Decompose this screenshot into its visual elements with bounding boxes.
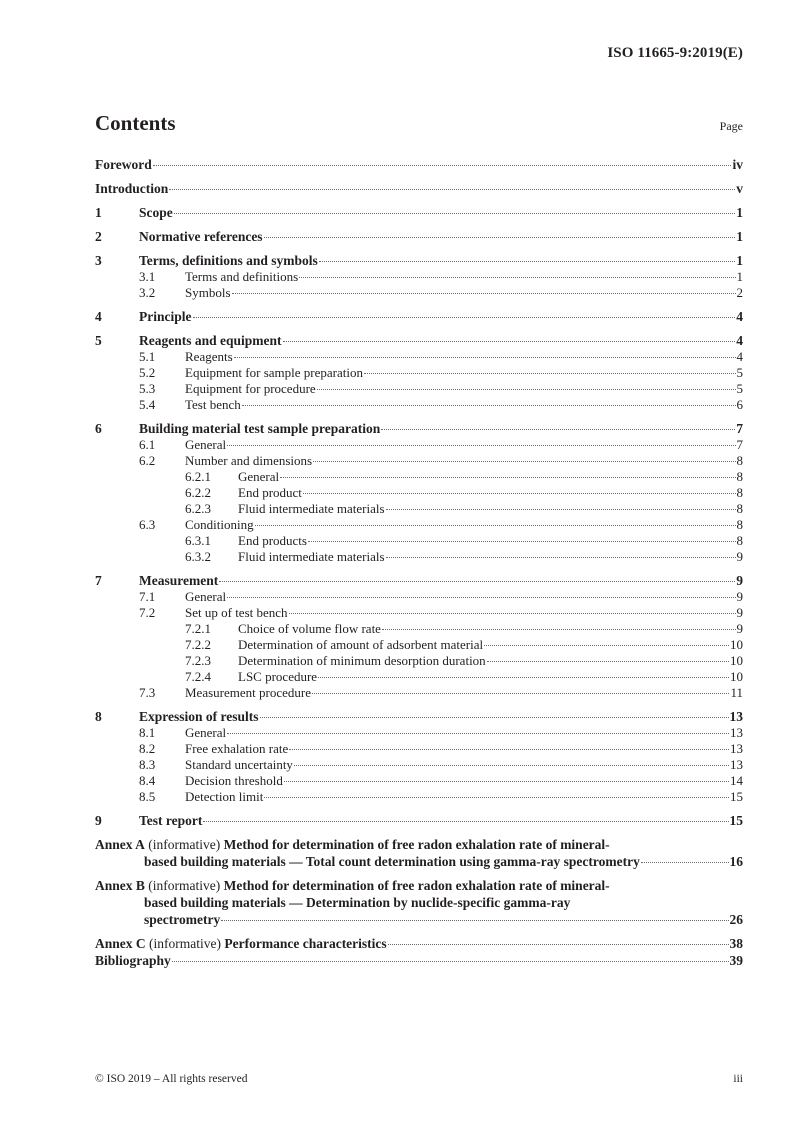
toc-entry-title: Principle [139,309,192,324]
toc-entry-level-2[interactable] [95,285,743,301]
toc-entry-number: 7.2.3 [185,653,211,668]
dot-leader [294,765,729,766]
toc-entry-number: 3.1 [139,269,156,284]
toc-entry-number: 6.2 [139,453,156,468]
toc-entry-level-1[interactable] [95,228,743,245]
annex-title: Performance characteristics [224,936,387,951]
annex-line [95,894,743,911]
dot-leader [284,781,729,782]
toc-entry-page: 1 [736,229,743,244]
toc-entry-page: 9 [736,621,743,636]
toc-entry-title: Choice of volume flow rate [238,621,381,636]
dot-leader [227,733,729,734]
dot-leader [308,541,736,542]
annex-type: (informative) [149,936,221,951]
toc-entry-page: 1 [736,205,743,220]
toc-entry-level-2[interactable] [95,605,743,621]
toc-entry-title: Symbols [185,285,231,300]
toc-entry-number: 6.3.1 [185,533,211,548]
copyright-notice: © ISO 2019 – All rights reserved [95,1073,248,1085]
toc-entry-number: 7.2 [139,605,156,620]
toc-entry-level-2[interactable] [95,685,743,701]
toc-entry-page: v [736,181,743,196]
toc-entry-page: 8 [736,453,743,468]
dot-leader [386,557,736,558]
toc-entry-title: Foreword [95,157,152,172]
toc-entry-title: Reagents [185,349,233,364]
toc-annexes [95,836,743,952]
toc-entry-number: 6.2.1 [185,469,211,484]
toc-entry-title: Number and dimensions [185,453,313,468]
toc-entry-page: 9 [736,549,743,564]
dot-leader [227,597,735,598]
document-id: ISO 11665-9:2019(E) [607,45,743,61]
toc-entry-number: 5.2 [139,365,156,380]
toc-entry-level-2[interactable] [95,757,743,773]
toc-entry-level-2[interactable] [95,741,743,757]
toc-entry-title: Determination of minimum desorption duration [238,653,486,668]
toc-entry-level-3[interactable] [95,485,743,501]
annex-title: based building materials — Total count determination using gamma-ray spectrometry [144,854,640,869]
dot-leader [487,661,729,662]
toc-entry-title: Building material test sample preparation [139,421,381,436]
toc-entry-level-3[interactable] [95,669,743,685]
back-matter [95,952,743,969]
toc-entry-number: 8.2 [139,741,156,756]
dot-leader [221,920,728,921]
toc-entry-title: General [185,725,227,740]
toc-entry-page: 8 [736,501,743,516]
dot-leader [264,797,729,798]
dot-leader [388,944,729,945]
toc-entry-level-3[interactable] [95,549,743,565]
toc-entry-number: 2 [95,229,102,244]
toc-entry-level-1[interactable] [95,332,743,349]
toc-entry-level-2[interactable] [95,365,743,381]
dot-leader [313,461,735,462]
toc-entry-number: 5 [95,333,102,348]
toc-entry-level-2[interactable] [95,725,743,741]
front-matter [95,156,743,197]
toc-entry-page: 15 [730,789,743,804]
dot-leader [312,693,729,694]
toc-entry-page: 8 [736,517,743,532]
table-of-contents [95,156,743,969]
toc-entry-page: 9 [736,589,743,604]
dot-leader [280,477,735,478]
toc-entry-title: Measurement [139,573,219,588]
toc-entry-level-3[interactable] [95,621,743,637]
annex-line [95,935,743,952]
dot-leader [219,581,735,582]
toc-entry-level-1[interactable] [95,252,743,269]
dot-leader [234,357,736,358]
toc-entry-front[interactable] [95,156,743,173]
dot-leader [317,389,736,390]
toc-entry-title: Test bench [185,397,241,412]
toc-entry-page: 8 [736,533,743,548]
toc-entry-number: 7 [95,573,102,588]
toc-entry-page: 38 [729,936,743,951]
dot-leader [641,862,729,863]
toc-entry-number: 6.1 [139,437,156,452]
dot-leader [382,629,736,630]
annex-line [95,911,743,928]
toc-entry-level-3[interactable] [95,637,743,653]
toc-entry-title: End products [238,533,307,548]
toc-entry-title: Decision threshold [185,773,283,788]
toc-entry-number: 6.2.2 [185,485,211,500]
toc-entry-number: 3 [95,253,102,268]
toc-entry-level-2[interactable] [95,789,743,805]
toc-entry-title: Test report [139,813,203,828]
toc-entry-title: Fluid intermediate materials [238,501,385,516]
toc-entry-number: 3.2 [139,285,156,300]
toc-entry-number: 6.3.2 [185,549,211,564]
toc-entry-page: iv [732,157,743,172]
toc-entry-number: 7.2.4 [185,669,211,684]
toc-entry-page: 4 [736,309,743,324]
toc-entry-number: 8 [95,709,102,724]
dot-leader [172,961,729,962]
toc-entry-title: Conditioning [185,517,254,532]
dot-leader [289,613,736,614]
toc-entry-title: Reagents and equipment [139,333,282,348]
toc-entry-number: 6.3 [139,517,156,532]
toc-entry-title: General [238,469,280,484]
dot-leader [386,509,736,510]
toc-entry-page: 6 [736,397,743,412]
toc-entry-level-2[interactable] [95,453,743,469]
toc-entry-page: 9 [736,573,743,588]
toc-entry-number: 7.2.1 [185,621,211,636]
toc-entry-page: 16 [729,854,743,869]
toc-entry-page: 13 [730,741,743,756]
dot-leader [193,317,736,318]
toc-entry-page: 13 [730,757,743,772]
toc-annex-entry[interactable] [95,877,743,928]
toc-entry-number: 7.2.2 [185,637,211,652]
dot-leader [255,525,736,526]
toc-entry-level-1[interactable] [95,572,743,589]
toc-entry-level-2[interactable] [95,517,743,533]
dot-leader [319,261,735,262]
toc-annex-entry[interactable] [95,935,743,952]
toc-entry-page: 7 [736,437,743,452]
toc-entry-number: 6.2.3 [185,501,211,516]
toc-entry-number: 7.3 [139,685,156,700]
toc-entry-title: Expression of results [139,709,259,724]
dot-leader [318,677,729,678]
toc-entry-level-2[interactable] [95,349,743,365]
toc-entry-title: Terms, definitions and symbols [139,253,318,268]
toc-entry-level-2[interactable] [95,773,743,789]
toc-entry-number: 7.1 [139,589,156,604]
toc-entry-page: 9 [736,605,743,620]
toc-entry-number: 4 [95,309,102,324]
dot-leader [484,645,729,646]
toc-entry-number: 6 [95,421,102,436]
toc-entry-level-1[interactable] [95,420,743,437]
toc-entry-page: 15 [729,813,743,828]
toc-entry-page: 10 [730,669,743,684]
toc-entry-title: Bibliography [95,953,171,968]
annex-type: (informative) [148,837,221,852]
toc-entry-title: Equipment for procedure [185,381,316,396]
annex-line [95,836,743,853]
contents-heading: Contents [95,111,176,135]
toc-entry-number: 5.1 [139,349,156,364]
toc-entry-page: 8 [736,485,743,500]
toc-entry-title: Normative references [139,229,263,244]
toc-entry-page: 10 [730,637,743,652]
dot-leader [264,237,736,238]
toc-entry-back[interactable] [95,952,743,969]
toc-entry-title: Fluid intermediate materials [238,549,385,564]
toc-entry-level-3[interactable] [95,653,743,669]
dot-leader [203,821,728,822]
toc-entry-level-2[interactable] [95,437,743,453]
dot-leader [299,277,735,278]
dot-leader [227,445,735,446]
toc-entry-title: Determination of amount of adsorbent material [238,637,484,652]
toc-entry-page: 5 [736,381,743,396]
page-number: iii [733,1073,743,1085]
toc-entry-title: Terms and definitions [185,269,299,284]
dot-leader [364,373,736,374]
annex-title: Method for determination of free radon exhalation rate of mineral- [223,878,610,893]
toc-entry-page: 1 [736,253,743,268]
toc-entry-level-1[interactable] [95,708,743,725]
annex-type: (informative) [148,878,221,893]
toc-entry-title: General [185,589,227,604]
toc-entry-page: 2 [736,285,743,300]
annex-label: Annex A [95,837,145,852]
dot-leader [381,429,735,430]
toc-entry-page: 10 [730,653,743,668]
toc-entry-page: 1 [736,269,743,284]
dot-leader [260,717,729,718]
toc-entry-title: Set up of test bench [185,605,288,620]
toc-entry-title: LSC procedure [238,669,318,684]
toc-entry-page: 5 [736,365,743,380]
annex-title: Method for determination of free radon exhalation rate of mineral- [223,837,610,852]
toc-entries [95,204,743,829]
toc-entry-title: End product [238,485,302,500]
dot-leader [242,405,736,406]
toc-entry-level-2[interactable] [95,589,743,605]
annex-line [95,877,743,894]
dot-leader [153,165,732,166]
annex-label: Annex B [95,878,145,893]
toc-entry-title: Introduction [95,181,169,196]
toc-entry-level-3[interactable] [95,533,743,549]
toc-entry-level-2[interactable] [95,381,743,397]
dot-leader [169,189,735,190]
toc-entry-page: 13 [730,725,743,740]
toc-entry-level-2[interactable] [95,269,743,285]
toc-entry-page: 8 [736,469,743,484]
toc-entry-title: Measurement procedure [185,685,311,700]
toc-entry-page: 39 [729,953,743,968]
toc-entry-number: 5.3 [139,381,156,396]
toc-annex-entry[interactable] [95,836,743,870]
annex-label: Annex C [95,936,146,951]
toc-entry-title: Standard uncertainty [185,757,293,772]
toc-entry-number: 8.5 [139,789,156,804]
toc-entry-number: 1 [95,205,102,220]
toc-entry-level-1[interactable] [95,812,743,829]
toc-entry-title: General [185,437,227,452]
toc-entry-level-1[interactable] [95,308,743,325]
toc-entry-page: 11 [730,685,743,700]
toc-entry-number: 8.1 [139,725,156,740]
annex-title: spectrometry [144,912,221,927]
dot-leader [303,493,736,494]
toc-entry-number: 8.3 [139,757,156,772]
toc-entry-title: Free exhalation rate [185,741,289,756]
toc-entry-title: Scope [139,205,173,220]
toc-entry-number: 8.4 [139,773,156,788]
toc-entry-level-1[interactable] [95,204,743,221]
toc-entry-page: 4 [736,349,743,364]
dot-leader [174,213,736,214]
toc-entry-page: 7 [736,421,743,436]
annex-title: based building materials — Determination by nuclide-specific gamma-ray [144,895,571,910]
toc-entry-level-2[interactable] [95,397,743,413]
toc-entry-front[interactable] [95,180,743,197]
dot-leader [289,749,729,750]
toc-entry-page: 13 [729,709,743,724]
toc-entry-page: 14 [730,773,743,788]
toc-entry-page: 26 [729,912,743,927]
toc-entry-title: Equipment for sample preparation [185,365,363,380]
toc-entry-number: 9 [95,813,102,828]
dot-leader [283,341,736,342]
toc-entry-number: 5.4 [139,397,156,412]
toc-entry-level-3[interactable] [95,469,743,485]
toc-entry-title: Detection limit [185,789,264,804]
page-column-label: Page [719,119,743,133]
dot-leader [232,293,736,294]
annex-line [95,853,743,870]
toc-entry-page: 4 [736,333,743,348]
toc-entry-level-3[interactable] [95,501,743,517]
